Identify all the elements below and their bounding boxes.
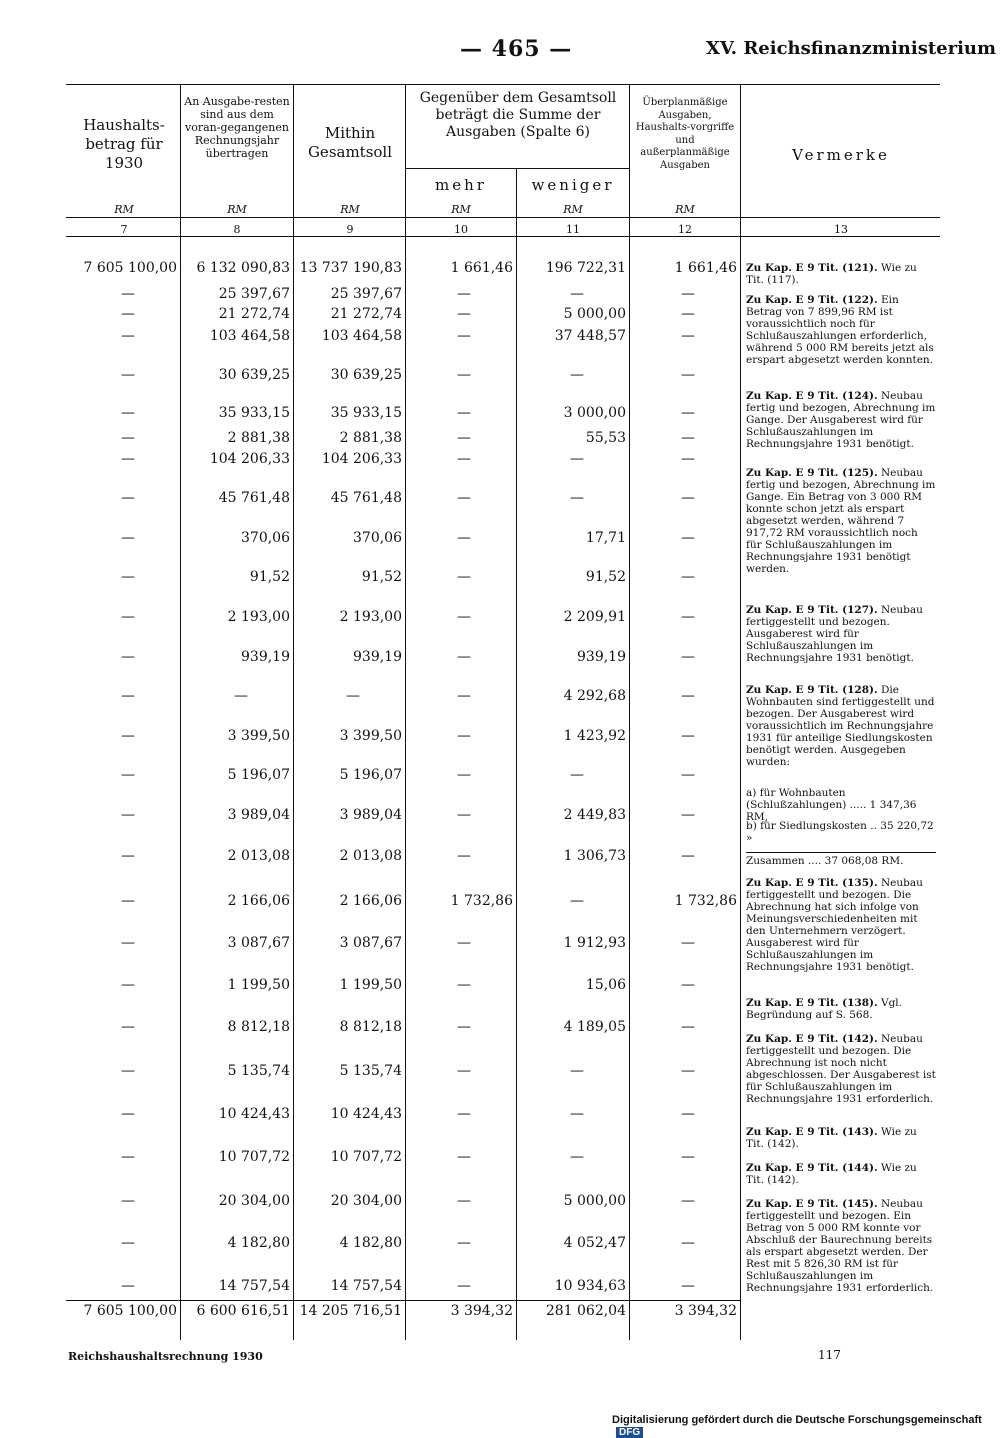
col-number: 7 (120, 223, 128, 236)
table-cell: 55,53 (585, 430, 626, 446)
table-cell: — (121, 1235, 135, 1251)
table-cell: — (121, 609, 135, 625)
table-cell: 2 166,06 (339, 893, 402, 909)
table-cell: — (234, 688, 248, 704)
table-cell: 20 304,00 (218, 1193, 290, 1209)
table-cell: — (121, 530, 135, 546)
note-text: Neubau fertiggestellt und bezogen. Die Abrechnung ist noch nicht abgeschlossen. Der Ausgaberest ist für Schlußauszahlungen im Rechnungsjahre 1931 erforderlich. (746, 1033, 936, 1105)
note-text: Wie zu Tit. (142). (746, 1162, 917, 1186)
note-head: Zu Kap. E 9 Tit. (135). (746, 877, 878, 889)
table-cell: — (457, 530, 471, 546)
table-cell: — (681, 569, 695, 585)
table-cell: 35 933,15 (218, 405, 290, 421)
table-cell: — (121, 935, 135, 951)
table-cell: — (121, 328, 135, 344)
col-number: 8 (233, 223, 241, 236)
note-head: b) für Siedlungskosten .. (746, 820, 877, 832)
table-cell: — (121, 306, 135, 322)
col-header-overplan: Überplanmäßige Ausgaben, Haushalts-vorgriffe und außerplanmäßige Ausgaben (635, 97, 735, 171)
col-header-total-target: Mithin Gesamtsoll (307, 124, 393, 161)
table-cell: — (681, 328, 695, 344)
table-cell: — (570, 1149, 584, 1165)
table-cell: — (457, 1106, 471, 1122)
page-number: — 465 — (460, 36, 573, 62)
col-divider (629, 84, 630, 1340)
table-cell: 3 399,50 (227, 728, 290, 744)
note-head: Zu Kap. E 9 Tit. (121). (746, 262, 878, 274)
note-head: a) für Wohnbauten (Schlußzahlungen) ..... (746, 787, 867, 811)
table-cell: 1 199,50 (339, 977, 402, 993)
col-divider (293, 84, 294, 1340)
table-cell: 370,06 (241, 530, 290, 546)
table-cell: 17,71 (585, 530, 626, 546)
table-cell: 1 661,46 (450, 260, 513, 276)
table-cell: 3 989,04 (227, 807, 290, 823)
note-head: Zu Kap. E 9 Tit. (124). (746, 390, 878, 402)
table-cell: 10 707,72 (218, 1149, 290, 1165)
note (746, 820, 936, 844)
table-cell: 5 135,74 (227, 1063, 290, 1079)
footer-page-ref: 117 (818, 1348, 841, 1362)
table-cell: — (121, 848, 135, 864)
note-head: Zu Kap. E 9 Tit. (122). (746, 294, 878, 306)
table-cell: 5 000,00 (563, 1193, 626, 1209)
note-text: Neubau fertiggestellt und bezogen. Ausgaberest wird für Schlußauszahlungen im Rechnungsjahre 1931 benötigt. (746, 604, 923, 664)
total-cell: 14 205 716,51 (299, 1303, 402, 1319)
table-cell: 91,52 (249, 569, 290, 585)
note (746, 604, 936, 664)
table-cell: 14 757,54 (330, 1278, 402, 1294)
col-header-carryover: An Ausgabe-resten sind aus dem voran-gegangenen Rechnungsjahr übertragen (184, 95, 290, 160)
note-text: 37 068,08 RM. (824, 855, 904, 867)
note-head: Zu Kap. E 9 Tit. (142). (746, 1033, 878, 1045)
table-cell: — (681, 1278, 695, 1294)
table-cell: 370,06 (353, 530, 402, 546)
table-cell: 21 272,74 (218, 306, 290, 322)
section-title: XV. Reichsfinanzministerium (706, 38, 997, 59)
table-top-rule (66, 84, 940, 85)
table-cell: — (681, 306, 695, 322)
table-cell: 103 464,58 (321, 328, 402, 344)
table-cell: — (681, 1106, 695, 1122)
table-cell: — (681, 807, 695, 823)
table-cell: — (570, 490, 584, 506)
total-cell: 281 062,04 (545, 1303, 626, 1319)
table-cell: — (121, 1106, 135, 1122)
table-cell: — (457, 1235, 471, 1251)
table-cell: — (681, 405, 695, 421)
table-cell: — (121, 767, 135, 783)
note-text: Neubau fertig und bezogen, Abrechnung im Gange. Der Ausgaberest wird für Schlußauszahlungen im Rechnungsjahre 1931 benötigt. (746, 390, 936, 450)
dfg-logo: DFG (616, 1427, 643, 1438)
table-cell: — (121, 286, 135, 302)
table-cell: 2 881,38 (227, 430, 290, 446)
table-cell: — (457, 807, 471, 823)
table-cell: 103 464,58 (209, 328, 290, 344)
table-cell: 104 206,33 (321, 451, 402, 467)
table-cell: — (681, 451, 695, 467)
note (746, 1033, 936, 1105)
table-cell: — (681, 1019, 695, 1035)
note-head: Zu Kap. E 9 Tit. (145). (746, 1198, 878, 1210)
table-cell: 3 399,50 (339, 728, 402, 744)
table-cell: — (570, 367, 584, 383)
table-cell: 45 761,48 (330, 490, 402, 506)
table-cell: 2 449,83 (563, 807, 626, 823)
table-cell: — (121, 569, 135, 585)
table-cell: 30 639,25 (330, 367, 402, 383)
table-cell: — (457, 609, 471, 625)
note-head: Zu Kap. E 9 Tit. (125). (746, 467, 878, 479)
note (746, 1126, 936, 1150)
col-divider (405, 84, 406, 1340)
note-text: 35 220,72 » (746, 820, 934, 844)
table-cell: 1 199,50 (227, 977, 290, 993)
table-cell: — (457, 848, 471, 864)
table-cell: 4 182,80 (339, 1235, 402, 1251)
table-cell: — (121, 451, 135, 467)
table-cell: 35 933,15 (330, 405, 402, 421)
group-rule (405, 168, 629, 169)
col-header-budget: Haushalts-betrag für 1930 (83, 116, 165, 172)
table-cell: — (121, 649, 135, 665)
header-bottom-rule (66, 236, 940, 237)
table-cell: — (121, 430, 135, 446)
note-head: Zu Kap. E 9 Tit. (143). (746, 1126, 878, 1138)
note-text: Wie zu Tit. (117). (746, 262, 917, 286)
table-cell: — (681, 977, 695, 993)
totals-rule (66, 1300, 740, 1301)
table-cell: — (457, 649, 471, 665)
table-cell: 1 912,93 (563, 935, 626, 951)
footer-credit (612, 1414, 1000, 1438)
table-cell: — (681, 1063, 695, 1079)
table-cell: — (681, 728, 695, 744)
table-cell: 104 206,33 (209, 451, 290, 467)
col-group-header: Gegenüber dem Gesamtsoll beträgt die Summe der Ausgaben (Spalte 6) (419, 90, 617, 140)
table-cell: — (457, 767, 471, 783)
note (746, 1198, 936, 1294)
table-cell: — (121, 1149, 135, 1165)
col-divider (516, 168, 517, 1340)
table-cell: — (570, 893, 584, 909)
table-cell: — (457, 728, 471, 744)
table-cell: 4 189,05 (563, 1019, 626, 1035)
table-cell: — (681, 367, 695, 383)
col-header-less: weniger (531, 176, 615, 194)
table-cell: — (570, 1063, 584, 1079)
table-cell: — (121, 490, 135, 506)
table-cell: 939,19 (577, 649, 626, 665)
table-cell: 2 881,38 (339, 430, 402, 446)
table-cell: — (457, 1019, 471, 1035)
note-text: Wie zu Tit. (142). (746, 1126, 917, 1150)
unit-label: RM (675, 203, 695, 216)
table-cell: — (681, 1235, 695, 1251)
table-cell: 2 193,00 (227, 609, 290, 625)
table-cell: 3 087,67 (227, 935, 290, 951)
table-cell: — (681, 848, 695, 864)
total-cell: 7 605 100,00 (83, 1303, 177, 1319)
col-number: 10 (454, 223, 468, 236)
table-cell: 10 424,43 (218, 1106, 290, 1122)
table-cell: — (681, 430, 695, 446)
table-cell: 30 639,25 (218, 367, 290, 383)
table-cell: 8 812,18 (339, 1019, 402, 1035)
table-cell: — (681, 688, 695, 704)
table-cell: — (121, 728, 135, 744)
unit-label: RM (563, 203, 583, 216)
table-cell: 13 737 190,83 (299, 260, 402, 276)
table-cell: 25 397,67 (330, 286, 402, 302)
table-cell: — (681, 530, 695, 546)
note-text: Neubau fertiggestellt und bezogen. Ein Betrag von 5 000 RM konnte vor Abschluß der Baurechnung bereits als erspart abgesetzt werden. Der Rest mit 5 826,30 RM ist für Schlußauszahlungen im Rechnungsjahre 1931 erforderlich. (746, 1198, 934, 1294)
note (746, 787, 936, 823)
note-head: Zu Kap. E 9 Tit. (127). (746, 604, 878, 616)
note (746, 852, 936, 867)
note-text: Ein Betrag von 7 899,96 RM ist voraussichtlich noch für Schlußauszahlungen erforderlich, während 5 000 RM bereits jetzt als erspart abgesetzt werden konnten. (746, 294, 934, 366)
table-cell: — (457, 367, 471, 383)
table-cell: — (121, 807, 135, 823)
table-cell: — (457, 935, 471, 951)
table-cell: — (457, 1278, 471, 1294)
table-cell: 10 707,72 (330, 1149, 402, 1165)
table-cell: — (457, 286, 471, 302)
note-text: Neubau fertiggestellt und bezogen. Die Abrechnung hat sich infolge von Meinungsverschiedenheiten mit den Unternehmern verzögert. Ausgaberest wird für Schlußauszahlungen im Rechnungsjahre 1931 benötigt. (746, 877, 923, 973)
table-cell: — (681, 649, 695, 665)
table-cell: — (121, 1063, 135, 1079)
table-cell: — (121, 1193, 135, 1209)
col-header-more: mehr (435, 176, 487, 194)
table-cell: 5 135,74 (339, 1063, 402, 1079)
total-cell: 3 394,32 (450, 1303, 513, 1319)
table-cell: 1 732,86 (674, 893, 737, 909)
table-cell: — (570, 451, 584, 467)
note (746, 390, 936, 450)
table-cell: — (570, 767, 584, 783)
table-cell: 45 761,48 (218, 490, 290, 506)
table-cell: 10 934,63 (554, 1278, 626, 1294)
table-cell: 196 722,31 (545, 260, 626, 276)
note (746, 294, 936, 366)
table-cell: 1 732,86 (450, 893, 513, 909)
unit-label: RM (451, 203, 471, 216)
table-cell: 2 013,08 (227, 848, 290, 864)
table-cell: — (121, 893, 135, 909)
col-header-notes: Vermerke (792, 146, 890, 164)
total-cell: 3 394,32 (674, 1303, 737, 1319)
note (746, 997, 936, 1021)
table-cell: — (457, 306, 471, 322)
table-cell: 7 605 100,00 (83, 260, 177, 276)
table-cell: — (121, 977, 135, 993)
col-number: 12 (678, 223, 692, 236)
table-cell: 2 193,00 (339, 609, 402, 625)
table-cell: 2 013,08 (339, 848, 402, 864)
table-cell: 3 000,00 (563, 405, 626, 421)
note-head: Zu Kap. E 9 Tit. (128). (746, 684, 878, 696)
table-cell: — (346, 688, 360, 704)
table-cell: — (681, 1149, 695, 1165)
table-cell: — (457, 569, 471, 585)
table-cell: — (681, 935, 695, 951)
table-cell: — (681, 490, 695, 506)
table-cell: 8 812,18 (227, 1019, 290, 1035)
table-cell: 10 424,43 (330, 1106, 402, 1122)
table-cell: 939,19 (241, 649, 290, 665)
note-head: Zu Kap. E 9 Tit. (144). (746, 1162, 878, 1174)
unit-label: RM (340, 203, 360, 216)
note-text: 1 347,36 RM, (746, 799, 917, 823)
unit-rule (66, 217, 940, 218)
table-cell: — (457, 977, 471, 993)
table-cell: — (121, 1278, 135, 1294)
table-cell: — (457, 1193, 471, 1209)
table-cell: — (121, 367, 135, 383)
table-cell: 1 661,46 (674, 260, 737, 276)
table-cell: 4 292,68 (563, 688, 626, 704)
table-cell: 6 132 090,83 (196, 260, 290, 276)
table-cell: 91,52 (585, 569, 626, 585)
table-cell: 4 182,80 (227, 1235, 290, 1251)
note-head: Zusammen .... (746, 855, 822, 867)
table-cell: 15,06 (585, 977, 626, 993)
table-cell: — (681, 767, 695, 783)
table-cell: — (457, 451, 471, 467)
unit-label: RM (114, 203, 134, 216)
table-cell: — (457, 430, 471, 446)
table-cell: 20 304,00 (330, 1193, 402, 1209)
note (746, 877, 936, 973)
note (746, 262, 936, 286)
table-cell: — (457, 1063, 471, 1079)
note-text: Neubau fertig und bezogen, Abrechnung im Gange. Ein Betrag von 3 000 RM konnte schon jetzt als erspart abgesetzt werden, während 7 917,72 RM voraussichtlich noch für Schlußauszahlungen im Rechnungsjahre 1931 benötigt werden. (746, 467, 936, 575)
unit-label: RM (227, 203, 247, 216)
table-cell: — (570, 286, 584, 302)
table-cell: — (457, 328, 471, 344)
table-cell: 3 989,04 (339, 807, 402, 823)
credit-text: Digitalisierung gefördert durch die Deutsche Forschungsgemeinschaft (612, 1414, 982, 1426)
table-cell: 3 087,67 (339, 935, 402, 951)
table-cell: 939,19 (353, 649, 402, 665)
table-cell: 25 397,67 (218, 286, 290, 302)
table-cell: — (457, 1149, 471, 1165)
table-cell: — (570, 1106, 584, 1122)
table-cell: 37 448,57 (554, 328, 626, 344)
table-cell: 1 306,73 (563, 848, 626, 864)
note (746, 684, 936, 768)
note-text: Die Wohnbauten sind fertiggestellt und bezogen. Der Ausgaberest wird voraussichtlich im Rechnungsjahre 1931 für anteilige Siedlungskosten benötigt werden. Ausgegeben wurden: (746, 684, 935, 768)
col-number: 9 (346, 223, 354, 236)
col-divider (740, 84, 741, 1340)
table-cell: 91,52 (361, 569, 402, 585)
table-cell: — (457, 405, 471, 421)
footer-publication: Reichshaushaltsrechnung 1930 (68, 1350, 263, 1363)
table-cell: 4 052,47 (563, 1235, 626, 1251)
col-number: 13 (834, 223, 848, 236)
table-cell: 21 272,74 (330, 306, 402, 322)
table-cell: — (457, 688, 471, 704)
table-cell: — (121, 405, 135, 421)
table-cell: — (121, 688, 135, 704)
table-cell: 5 196,07 (227, 767, 290, 783)
note (746, 1162, 936, 1186)
note-head: Zu Kap. E 9 Tit. (138). (746, 997, 878, 1009)
table-cell: 1 423,92 (563, 728, 626, 744)
table-cell: — (681, 1193, 695, 1209)
note (746, 467, 936, 575)
note-text: Vgl. Begründung auf S. 568. (746, 997, 902, 1021)
table-cell: — (681, 609, 695, 625)
col-number: 11 (566, 223, 580, 236)
total-cell: 6 600 616,51 (196, 1303, 290, 1319)
table-cell: — (681, 286, 695, 302)
table-cell: 5 000,00 (563, 306, 626, 322)
table-cell: 14 757,54 (218, 1278, 290, 1294)
table-cell: — (457, 490, 471, 506)
table-cell: — (121, 1019, 135, 1035)
table-cell: 5 196,07 (339, 767, 402, 783)
table-cell: 2 166,06 (227, 893, 290, 909)
table-cell: 2 209,91 (563, 609, 626, 625)
col-divider (180, 84, 181, 1340)
